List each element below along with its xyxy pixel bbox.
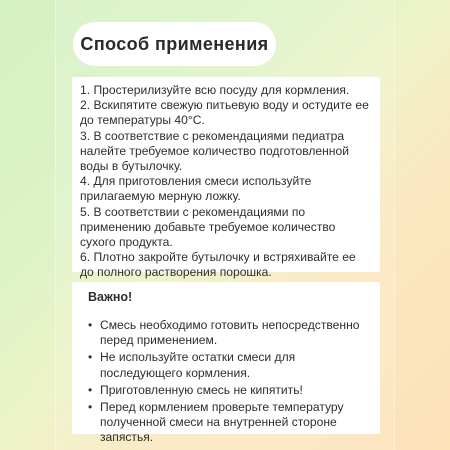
step-item: 6. Плотно закройте бутылочку и встряхивайте ее до полного растворения порошка. <box>80 250 356 280</box>
bullet-icon: • <box>88 350 93 365</box>
step-item: 1. Простерилизуйте всю посуду для кормления. <box>80 83 350 97</box>
important-heading: Важно! <box>88 290 133 304</box>
list-item <box>86 383 370 398</box>
step-item: 3. В соответствие с рекомендациями педиатра налейте требуемое количество подготовленной воды в бутылочку. <box>80 128 349 174</box>
important-list <box>86 318 370 446</box>
list-item <box>86 318 370 348</box>
step-item: 5. В соответствии с рекомендациями по применению добавьте требуемое количество сухого продукта. <box>80 204 336 250</box>
list-item-text: Не используйте остатки смеси для последующего кормления. <box>100 350 296 380</box>
list-item <box>86 400 370 446</box>
step-item: 2. Вскипятите свежую питьевую воду и остудите ее до температуры 40°С. <box>80 98 369 128</box>
list-item-text: Приготовленную смесь не кипятить! <box>100 382 303 397</box>
list-item-text: Перед кормлением проверьте температуру полученной смеси на внутренней стороне запястья. <box>100 400 344 445</box>
important-panel <box>72 282 380 445</box>
list-item-text: Смесь необходимо готовить непосредственно перед применением. <box>100 318 360 348</box>
instructions-panel <box>72 77 380 280</box>
step-item: 4. Для приготовления смеси используйте прилагаемую мерную ложку. <box>80 174 312 204</box>
list-item <box>86 350 370 380</box>
page-title: Способ применения <box>73 22 276 66</box>
bullet-icon: • <box>88 318 93 332</box>
bullet-icon: • <box>88 382 93 397</box>
bullet-icon: • <box>88 400 93 415</box>
